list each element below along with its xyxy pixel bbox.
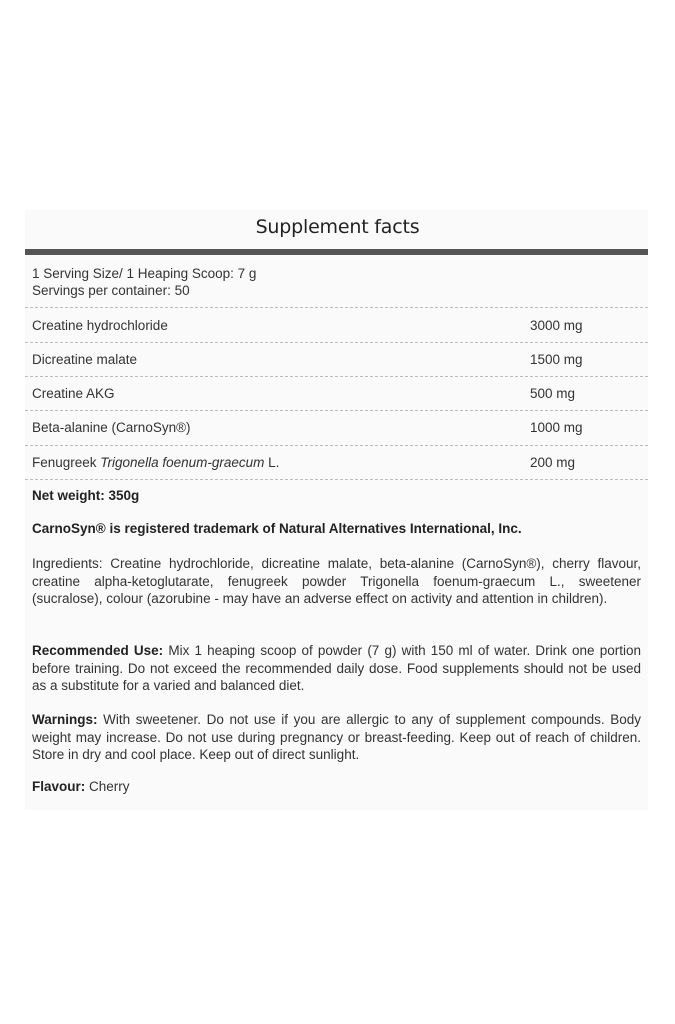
ingredients-text: Ingredients: Creatine hydrochloride, dicreatine malate, beta-alanine (CarnoSyn®), cherry flavour, creatine alpha-ketoglutarate, fenugreek powder Trigonella foenum-graecum L., sweetener (sucralose), colour (azorubine - may have an adverse effect on activity and attention in children). bbox=[32, 556, 641, 606]
ingredient-name-prefix: Fenugreek bbox=[32, 455, 101, 470]
recommended-use-label: Recommended Use: bbox=[32, 643, 164, 658]
panel-title: Supplement facts bbox=[255, 216, 420, 238]
ingredient-row bbox=[32, 384, 642, 404]
ingredient-row bbox=[32, 350, 642, 370]
ingredient-amount: 1500 mg bbox=[530, 352, 583, 367]
ingredient-amount: 1000 mg bbox=[530, 420, 583, 435]
warnings-text: With sweetener. Do not use if you are allergic to any of supplement compounds. Body weight may increase. Do not use during pregnancy or breast-feeding. Keep out of reach of children. Store in dry and cool place. Keep out of direct sunlight. bbox=[32, 712, 641, 762]
row-divider bbox=[25, 342, 648, 343]
net-weight: Net weight: 350g bbox=[32, 488, 140, 503]
title-divider bbox=[25, 249, 648, 255]
warnings-label: Warnings: bbox=[32, 712, 98, 727]
ingredient-name-suffix: L. bbox=[264, 455, 280, 470]
ingredient-row bbox=[32, 453, 642, 473]
ingredient-amount: 200 mg bbox=[530, 455, 576, 470]
ingredient-name: Dicreatine malate bbox=[32, 352, 138, 367]
flavour bbox=[32, 779, 130, 794]
row-divider bbox=[25, 445, 648, 446]
ingredient-name: Creatine AKG bbox=[32, 386, 115, 401]
recommended-use bbox=[32, 642, 641, 695]
serving-size: 1 Serving Size/ 1 Heaping Scoop: 7 g bbox=[32, 266, 257, 281]
flavour-text: Cherry bbox=[85, 779, 130, 794]
serving-info bbox=[32, 265, 256, 299]
ingredient-amount: 3000 mg bbox=[530, 318, 583, 333]
ingredient-row bbox=[32, 316, 642, 336]
warnings bbox=[32, 711, 641, 764]
ingredient-name: Creatine hydrochloride bbox=[32, 318, 168, 333]
recommended-use-text: Mix 1 heaping scoop of powder (7 g) with 150 ml of water. Drink one portion before training. Do not exceed the recommended daily dose. Food supplements should not be used as a substitute for a varied and balanced diet. bbox=[32, 643, 641, 693]
ingredient-row bbox=[32, 418, 642, 438]
row-divider bbox=[25, 307, 648, 308]
ingredient-amount: 500 mg bbox=[530, 386, 576, 401]
trademark-notice: CarnoSyn® is registered trademark of Natural Alternatives International, Inc. bbox=[32, 521, 522, 536]
row-divider bbox=[25, 410, 648, 411]
ingredient-name-latin: Trigonella foenum-graecum bbox=[100, 455, 265, 470]
row-divider bbox=[25, 376, 648, 377]
ingredient-name: Beta-alanine (CarnoSyn®) bbox=[32, 420, 191, 435]
servings-per-container: Servings per container: 50 bbox=[32, 283, 190, 298]
row-divider bbox=[25, 479, 648, 480]
ingredient-name bbox=[32, 453, 279, 473]
flavour-label: Flavour: bbox=[32, 779, 86, 794]
